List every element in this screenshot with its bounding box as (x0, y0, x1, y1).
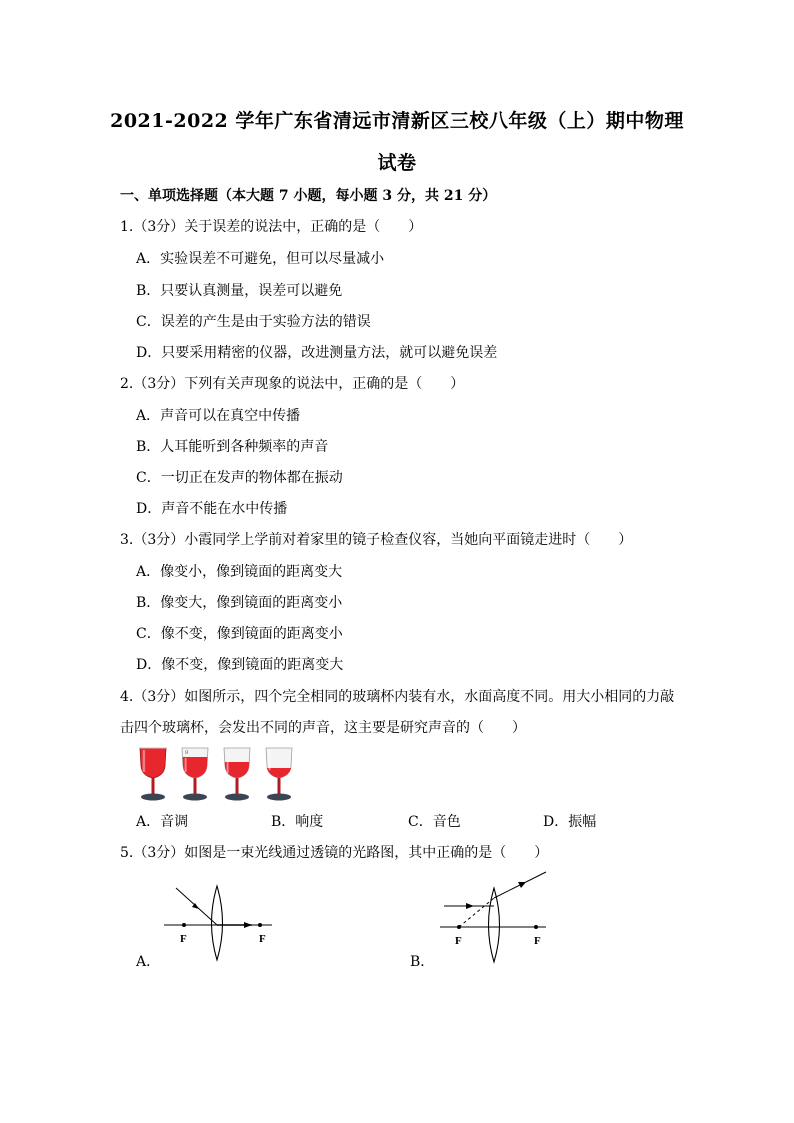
question-1-stem: 1.（3分）关于误差的说法中，正确的是（ ） (120, 219, 423, 235)
question-1-option-d[interactable]: D．只要采用精密的仪器，改进测量方法，就可以避免误差 (136, 345, 498, 361)
question-2-option-c[interactable]: C．一切正在发声的物体都在振动 (136, 470, 343, 486)
question-2-option-d[interactable]: D．声音不能在水中传播 (136, 501, 288, 517)
question-3-option-d[interactable]: D．像不变，像到镜面的距离变大 (136, 657, 344, 673)
wine-glass-2 (182, 748, 208, 801)
question-1-option-b[interactable]: B．只要认真测量，误差可以避免 (136, 283, 343, 299)
question-4-option-b[interactable]: B．响度 (271, 814, 324, 830)
focus-label-left: F (180, 933, 187, 945)
question-4-option-d[interactable]: D．振幅 (543, 814, 597, 830)
question-4-option-a[interactable]: A．音调 (136, 814, 189, 830)
question-3-stem: 3.（3分）小霞同学上学前对着家里的镜子检查仪容，当她向平面镜走进时（ ） (120, 532, 633, 548)
focus-label-right: F (259, 933, 266, 945)
focus-point-right (534, 925, 538, 929)
focus-label-left: F (455, 935, 462, 947)
lens-diagram-b[interactable] (438, 868, 556, 964)
svg-text:ɡ: ɡ (185, 749, 189, 755)
question-2-option-a[interactable]: A．声音可以在真空中传播 (136, 408, 301, 424)
wine-glass-1 (140, 748, 166, 801)
question-4-stem-line-2: 击四个玻璃杯，会发出不同的声音，这主要是研究声音的（ ） (120, 720, 526, 736)
question-1-option-a[interactable]: A．实验误差不可避免，但可以尽量减小 (136, 251, 385, 267)
wine-glass-3 (224, 748, 250, 801)
question-3-option-a[interactable]: A．像变小，像到镜面的距离变大 (136, 564, 343, 580)
ray-arrow (466, 903, 474, 909)
focus-point-right (258, 923, 262, 927)
question-3-option-b[interactable]: B．像变大，像到镜面的距离变小 (136, 595, 343, 611)
convex-lens (489, 888, 500, 962)
focus-label-right: F (534, 935, 541, 947)
convex-lens (212, 886, 223, 960)
lens-diagram-a[interactable] (160, 880, 280, 962)
question-5-option-a-label[interactable]: A． (136, 954, 161, 970)
page-title-line-1: 2021-2022 学年广东省清远市清新区三校八年级（上）期中物理 (110, 110, 684, 132)
focus-point-left (182, 923, 186, 927)
question-5-option-b-label[interactable]: B． (410, 954, 435, 970)
wine-glass-4 (266, 748, 292, 801)
wine-glasses-figure (138, 742, 298, 804)
question-1-option-c[interactable]: C．误差的产生是由于实验方法的错误 (136, 314, 371, 330)
page-title-line-2: 试卷 (377, 152, 417, 174)
section-heading: 一、单项选择题（本大题 7 小题，每小题 3 分，共 21 分） (120, 188, 497, 204)
question-3-option-c[interactable]: C．像不变，像到镜面的距离变小 (136, 626, 343, 642)
question-4-option-c[interactable]: C．音色 (408, 814, 461, 830)
question-2-stem: 2.（3分）下列有关声现象的说法中，正确的是（ ） (120, 376, 465, 392)
question-2-option-b[interactable]: B．人耳能听到各种频率的声音 (136, 439, 329, 455)
ray-arrow (244, 922, 252, 928)
question-5-stem: 5.（3分）如图是一束光线通过透镜的光路图，其中正确的是（ ） (120, 845, 549, 861)
question-4-stem-line-1: 4.（3分）如图所示，四个完全相同的玻璃杯内装有水，水面高度不同。用大小相同的力敲 (120, 689, 675, 705)
